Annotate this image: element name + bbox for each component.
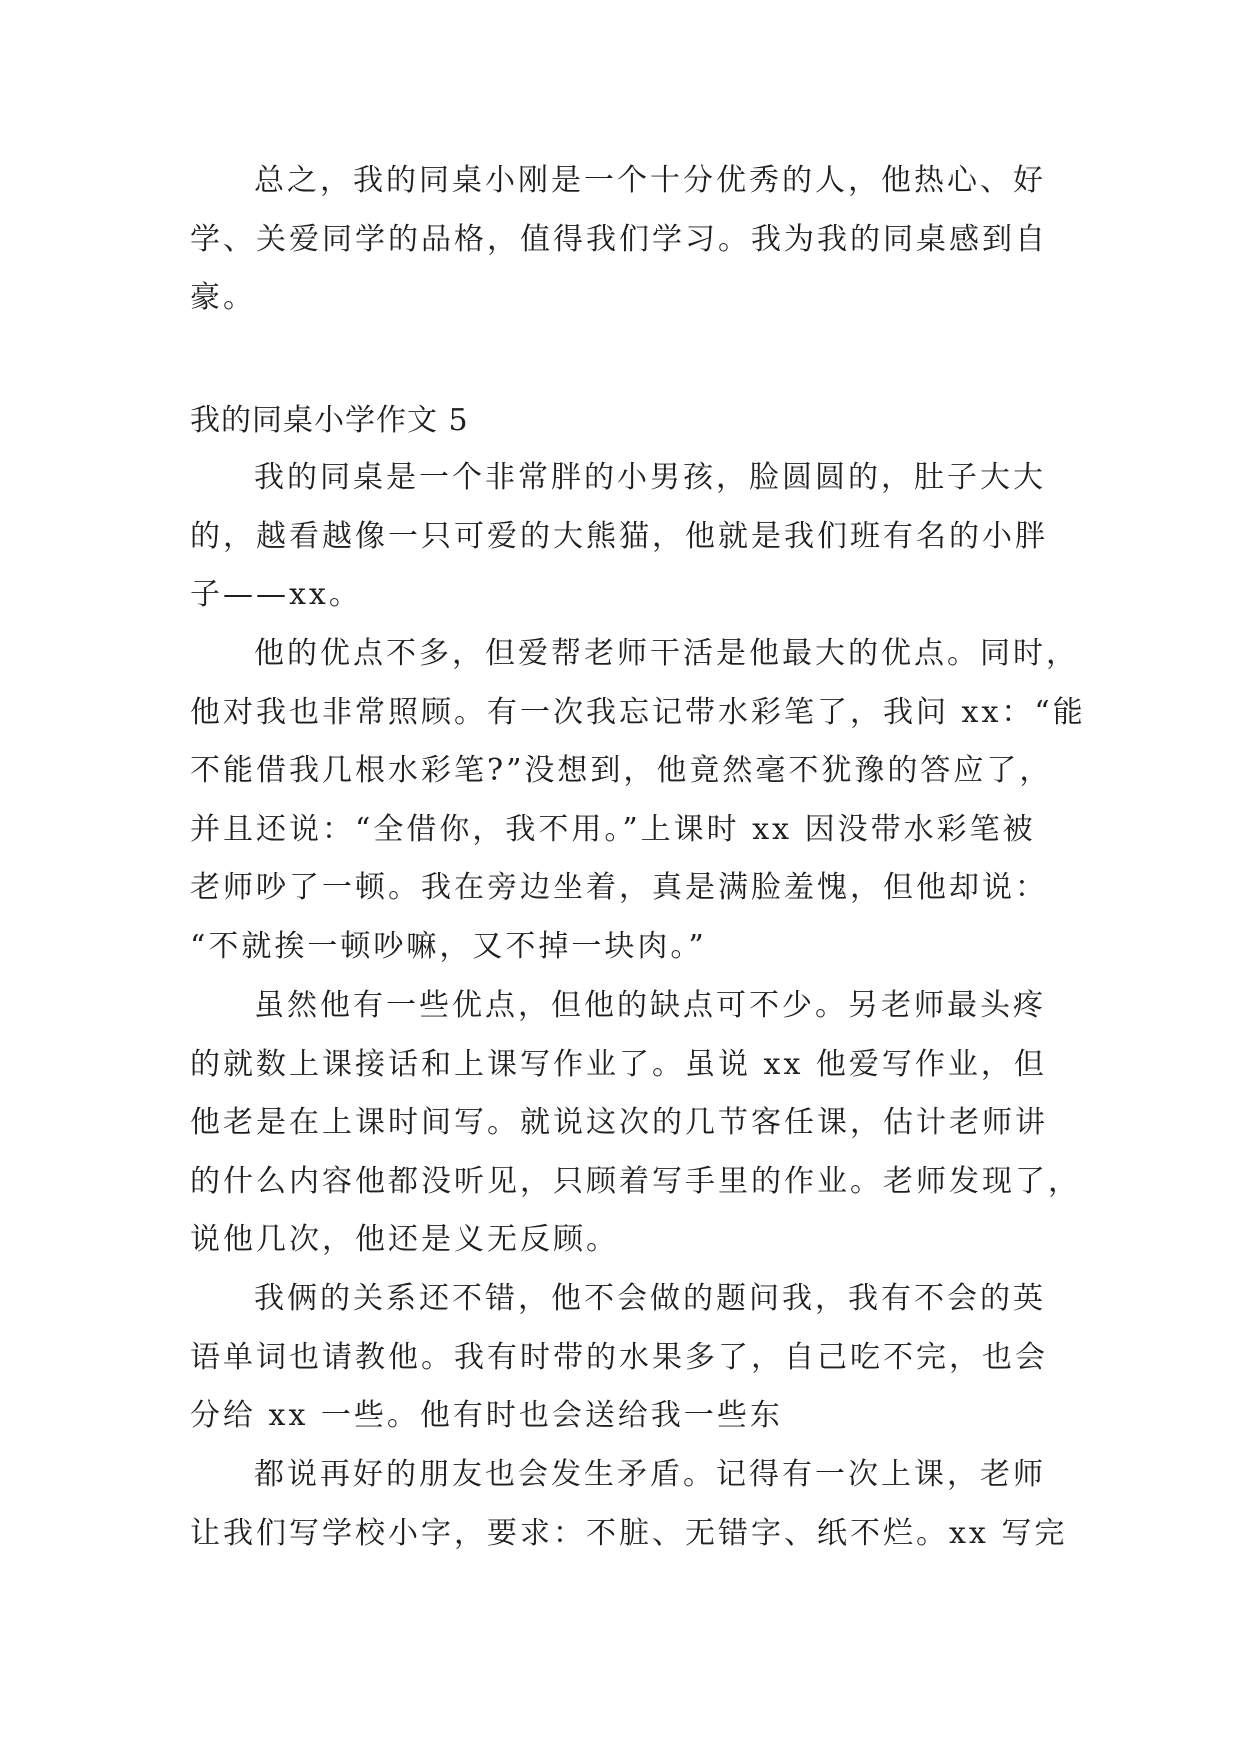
text-line: 不能借我几根水彩笔?”没想到，他竟然毫不犹豫的答应了，: [190, 753, 1053, 789]
text-line: “不就挨一顿吵嘛，又不掉一块肉。”: [190, 928, 707, 964]
text-line: 并且还说：“全借你，我不用。”上课时 xx 因没带水彩笔被: [190, 811, 1036, 847]
text-line: 子——xx。: [190, 577, 362, 613]
text-line: 的就数上课接话和上课写作业了。虽说 xx 他爱写作业，但: [190, 1046, 1047, 1082]
paragraph-4: [190, 1270, 1050, 1446]
text-line: 他的优点不多，但爱帮老师干活是他最大的优点。同时，: [254, 636, 1079, 671]
text-line: 都说再好的朋友也会发生矛盾。记得有一次上课，老师: [254, 1457, 1046, 1492]
text-line: 说他几次，他还是义无反顾。: [190, 1222, 619, 1258]
text-line: 我俩的关系还不错，他不会做的题问我，我有不会的英: [254, 1281, 1046, 1316]
text-line: 的，越看越像一只可爱的大熊猫，他就是我们班有名的小胖: [190, 518, 1048, 554]
text-line: 学、关爱同学的品格，值得我们学习。我为我的同桌感到自: [190, 221, 1048, 257]
text-line: 语单词也请教他。我有时带的水果多了，自己吃不完，也会: [190, 1339, 1048, 1375]
section-heading: 我的同桌小学作文 5: [190, 403, 469, 438]
text-line: 让我们写学校小字，要求：不脏、无错字、纸不烂。xx 写完: [190, 1515, 1068, 1551]
text-line: 他老是在上课时间写。就说这次的几节客任课，估计老师讲: [190, 1105, 1048, 1141]
text-line: 豪。: [190, 280, 256, 316]
paragraph-2: [190, 625, 1086, 977]
text-line: 老师吵了一顿。我在旁边坐着，真是满脸羞愧，但他却说：: [190, 870, 1048, 906]
paragraph-5: [190, 1446, 1068, 1563]
text-line: 的什么内容他都没听见，只顾着写手里的作业。老师发现了，: [190, 1163, 1081, 1199]
text-line: 总之，我的同桌小刚是一个十分优秀的人，他热心、好: [254, 163, 1046, 198]
paragraph-3: [190, 977, 1081, 1270]
text-line: 分给 xx 一些。他有时也会送给我一些东: [190, 1398, 783, 1434]
paragraph-intro: [190, 152, 1050, 328]
text-line: 虽然他有一些优点，但他的缺点可不少。另老师最头疼: [254, 988, 1046, 1023]
text-line: 我的同桌是一个非常胖的小男孩，脸圆圆的，肚子大大: [254, 460, 1046, 495]
paragraph-1: [190, 449, 1050, 625]
text-line: 他对我也非常照顾。有一次我忘记带水彩笔了，我问 xx：“能: [190, 694, 1086, 730]
